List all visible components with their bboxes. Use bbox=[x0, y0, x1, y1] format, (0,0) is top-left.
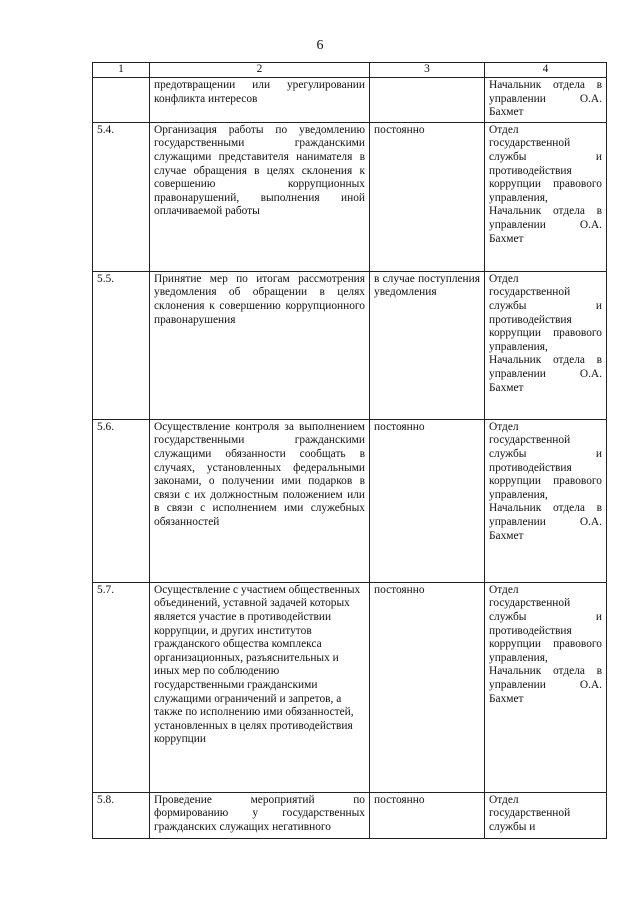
column-header-3: 3 bbox=[370, 63, 485, 78]
table-row bbox=[93, 582, 607, 792]
row-term: постоянно bbox=[370, 419, 485, 582]
row-number: 5.5. bbox=[93, 271, 150, 419]
row-number: 5.8. bbox=[93, 792, 150, 838]
continuation-num-cell bbox=[93, 78, 150, 123]
header-row bbox=[93, 63, 607, 78]
column-header-2: 2 bbox=[150, 63, 370, 78]
measures-table bbox=[92, 62, 607, 839]
table-row bbox=[93, 419, 607, 582]
row-measure: Принятие мер по итогам рассмотрения уведомления об обращении в целях склонения к совершению коррупционного правонарушения bbox=[150, 271, 370, 419]
row-measure: Осуществление с участием общественных объединений, уставной задачей которых является участие в противодействии коррупции, и других институтов гражданского общества комплекса организационных, разъяснительных и иных мер по соблюдению государственными гражданскими служащими ограничений и запретов, а также по исполнению ими обязанностей, установленных в целях противодействия коррупции bbox=[150, 582, 370, 792]
row-number: 5.6. bbox=[93, 419, 150, 582]
continuation-term-cell bbox=[370, 78, 485, 123]
row-measure: Осуществление контроля за выполнением государственными гражданскими служащими обязанности сообщать в случаях, установленных федеральными законами, о получении ими подарков в связи с их должностным положением или в связи с исполнением ими служебных обязанностей bbox=[150, 419, 370, 582]
continuation-measure-cell: предотвращении или урегулировании конфликта интересов bbox=[150, 78, 370, 123]
table-row bbox=[93, 122, 607, 271]
row-measure: Организация работы по уведомлению государственными гражданскими служащими представителя нанимателя в случае обращения в целях склонения к совершению коррупционных правонарушений, выполнения иной оплачиваемой работы bbox=[150, 122, 370, 271]
row-responsible: Отдел государственной службы и противодействия коррупции правового управления, Начальник отдела в управлении О.А. Бахмет bbox=[485, 271, 607, 419]
table-row bbox=[93, 271, 607, 419]
row-measure: Проведение мероприятий по формированию у государственных гражданских служащих негативного bbox=[150, 792, 370, 838]
row-responsible: Отдел государственной службы и противодействия коррупции правового управления, Начальник отдела в управлении О.А. Бахмет bbox=[485, 582, 607, 792]
row-number: 5.4. bbox=[93, 122, 150, 271]
row-responsible: Отдел государственной службы и bbox=[485, 792, 607, 838]
row-term: постоянно bbox=[370, 792, 485, 838]
row-responsible: Отдел государственной службы и противодействия коррупции правового управления, Начальник отдела в управлении О.А. Бахмет bbox=[485, 419, 607, 582]
page-number: 6 bbox=[316, 38, 324, 53]
row-responsible: Отдел государственной службы и противодействия коррупции правового управления, Начальник отдела в управлении О.А. Бахмет bbox=[485, 122, 607, 271]
column-header-4: 4 bbox=[485, 63, 607, 78]
continuation-row bbox=[93, 78, 607, 123]
row-number: 5.7. bbox=[93, 582, 150, 792]
continuation-responsible-cell: Начальник отдела в управлении О.А. Бахмет bbox=[485, 78, 607, 123]
row-term: в случае поступления уведомления bbox=[370, 271, 485, 419]
row-term: постоянно bbox=[370, 582, 485, 792]
column-header-1: 1 bbox=[93, 63, 150, 78]
table-row bbox=[93, 792, 607, 838]
row-term: постоянно bbox=[370, 122, 485, 271]
